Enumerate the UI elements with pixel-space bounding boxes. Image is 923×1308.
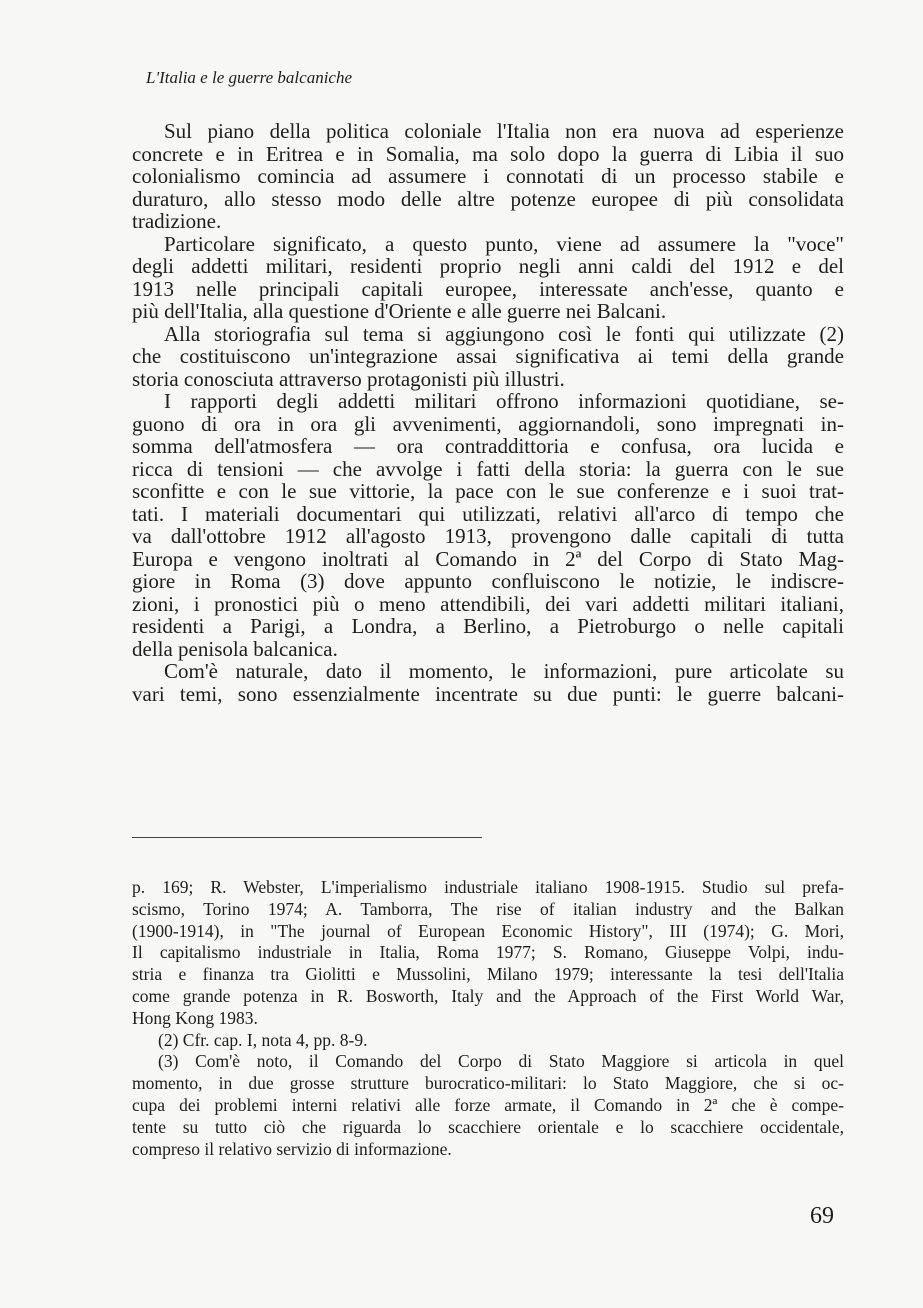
- body-line: Alla storiografia sul tema si aggiungono così le fonti qui utilizzate (2): [164, 321, 844, 346]
- footnote-line: momento, in due grosse strutture burocratico-militari: lo Stato Maggiore, che si oc-: [132, 1073, 844, 1094]
- body-line: guono di ora in ora gli avvenimenti, aggiornandoli, sono impregnati in-: [132, 411, 844, 436]
- footnote-line: Il capitalismo industriale in Italia, Roma 1977; S. Romano, Giuseppe Volpi, indu-: [132, 942, 844, 963]
- body-line: più dell'Italia, alla questione d'Oriente e alle guerre nei Balcani.: [132, 299, 667, 323]
- body-line: 1913 nelle principali capitali europee, interessate anch'esse, quanto e: [132, 276, 844, 301]
- footnote-line: compreso il relativo servizio di informazione.: [132, 1138, 452, 1159]
- body-line: Europa e vengono inoltrati al Comando in 2ª del Corpo di Stato Mag-: [132, 546, 844, 571]
- footnotes: [132, 877, 844, 1160]
- body-line: duraturo, allo stesso modo delle altre potenze europee di più consolidata: [132, 186, 844, 211]
- body-line: Com'è naturale, dato il momento, le informazioni, pure articolate su: [164, 659, 844, 683]
- body-line: residenti a Parigi, a Londra, a Berlino, a Pietroburgo o nelle capitali: [132, 614, 844, 638]
- body-line: I rapporti degli addetti militari offrono informazioni quotidiane, se-: [164, 389, 844, 413]
- body-line: va dall'ottobre 1912 all'agosto 1913, provengono dalle capitali di tutta: [132, 524, 844, 548]
- footnote-line: come grande potenza in R. Bosworth, Italy and the Approach of the First World War,: [132, 985, 844, 1006]
- body-line: degli addetti militari, residenti proprio negli anni caldi del 1912 e del: [132, 254, 844, 278]
- footnote-line: (1900-1914), in "The journal of European Economic History", III (1974); G. Mori,: [132, 920, 844, 941]
- body-line: Sul piano della politica coloniale l'Italia non era nuova ad esperienze: [164, 119, 844, 143]
- body-line: tati. I materiali documentari qui utilizzati, relativi all'arco di tempo che: [132, 501, 844, 526]
- footnote-separator: [132, 837, 482, 838]
- body-line: vari temi, sono essenzialmente incentrate su due punti: le guerre balcani-: [132, 681, 844, 706]
- body-line: della penisola balcanica.: [132, 636, 338, 661]
- body-line: tradizione.: [132, 209, 222, 233]
- footnote-line: (3) Com'è noto, il Comando del Corpo di Stato Maggiore si articola in quel: [158, 1051, 844, 1072]
- body-line: giore in Roma (3) dove appunto confluiscono le notizie, le indiscre-: [132, 569, 844, 593]
- footnote-line: cupa dei problemi interni relativi alle forze armate, il Comando in 2ª che è compe-: [132, 1094, 844, 1115]
- body-line: storia conosciuta attraverso protagonisti più illustri.: [132, 366, 565, 391]
- body-line: zioni, i pronostici più o meno attendibili, dei vari addetti militari italiani,: [132, 591, 844, 616]
- body-line: sconfitte e con le sue vittorie, la pace con le sue conferenze e i suoi trat-: [132, 479, 844, 503]
- body-line: concrete e in Eritrea e in Somalia, ma solo dopo la guerra di Libia il suo: [132, 141, 844, 166]
- body-line: ricca di tensioni — che avvolge i fatti della storia: la guerra con le sue: [132, 456, 844, 481]
- footnote-line: p. 169; R. Webster, L'imperialismo industriale italiano 1908-1915. Studio sul prefa-: [132, 877, 844, 897]
- body-line: somma dell'atmosfera — ora contraddittoria e confusa, ora lucida e: [132, 434, 844, 458]
- footnote-line: Hong Kong 1983.: [132, 1007, 258, 1028]
- main-text: [132, 120, 844, 705]
- body-line: colonialismo comincia ad assumere i connotati di un processo stabile e: [132, 164, 844, 188]
- body-line: Particolare significato, a questo punto, viene ad assumere la "voce": [164, 231, 844, 256]
- body-line: che costituiscono un'integrazione assai significativa ai temi della grande: [132, 344, 844, 368]
- footnote-line: (2) Cfr. cap. I, nota 4, pp. 8-9.: [158, 1029, 368, 1050]
- footnote-line: tente su tutto ciò che riguarda lo scacchiere orientale e lo scacchiere occidentale,: [132, 1116, 844, 1137]
- footnote-line: stria e finanza tra Giolitti e Mussolini, Milano 1979; interessante la tesi dell'Italia: [132, 964, 844, 985]
- running-header: L'Italia e le guerre balcaniche: [146, 68, 353, 87]
- footnote-line: scismo, Torino 1974; A. Tamborra, The rise of italian industry and the Balkan: [132, 898, 844, 919]
- page-number: 69: [810, 1203, 834, 1229]
